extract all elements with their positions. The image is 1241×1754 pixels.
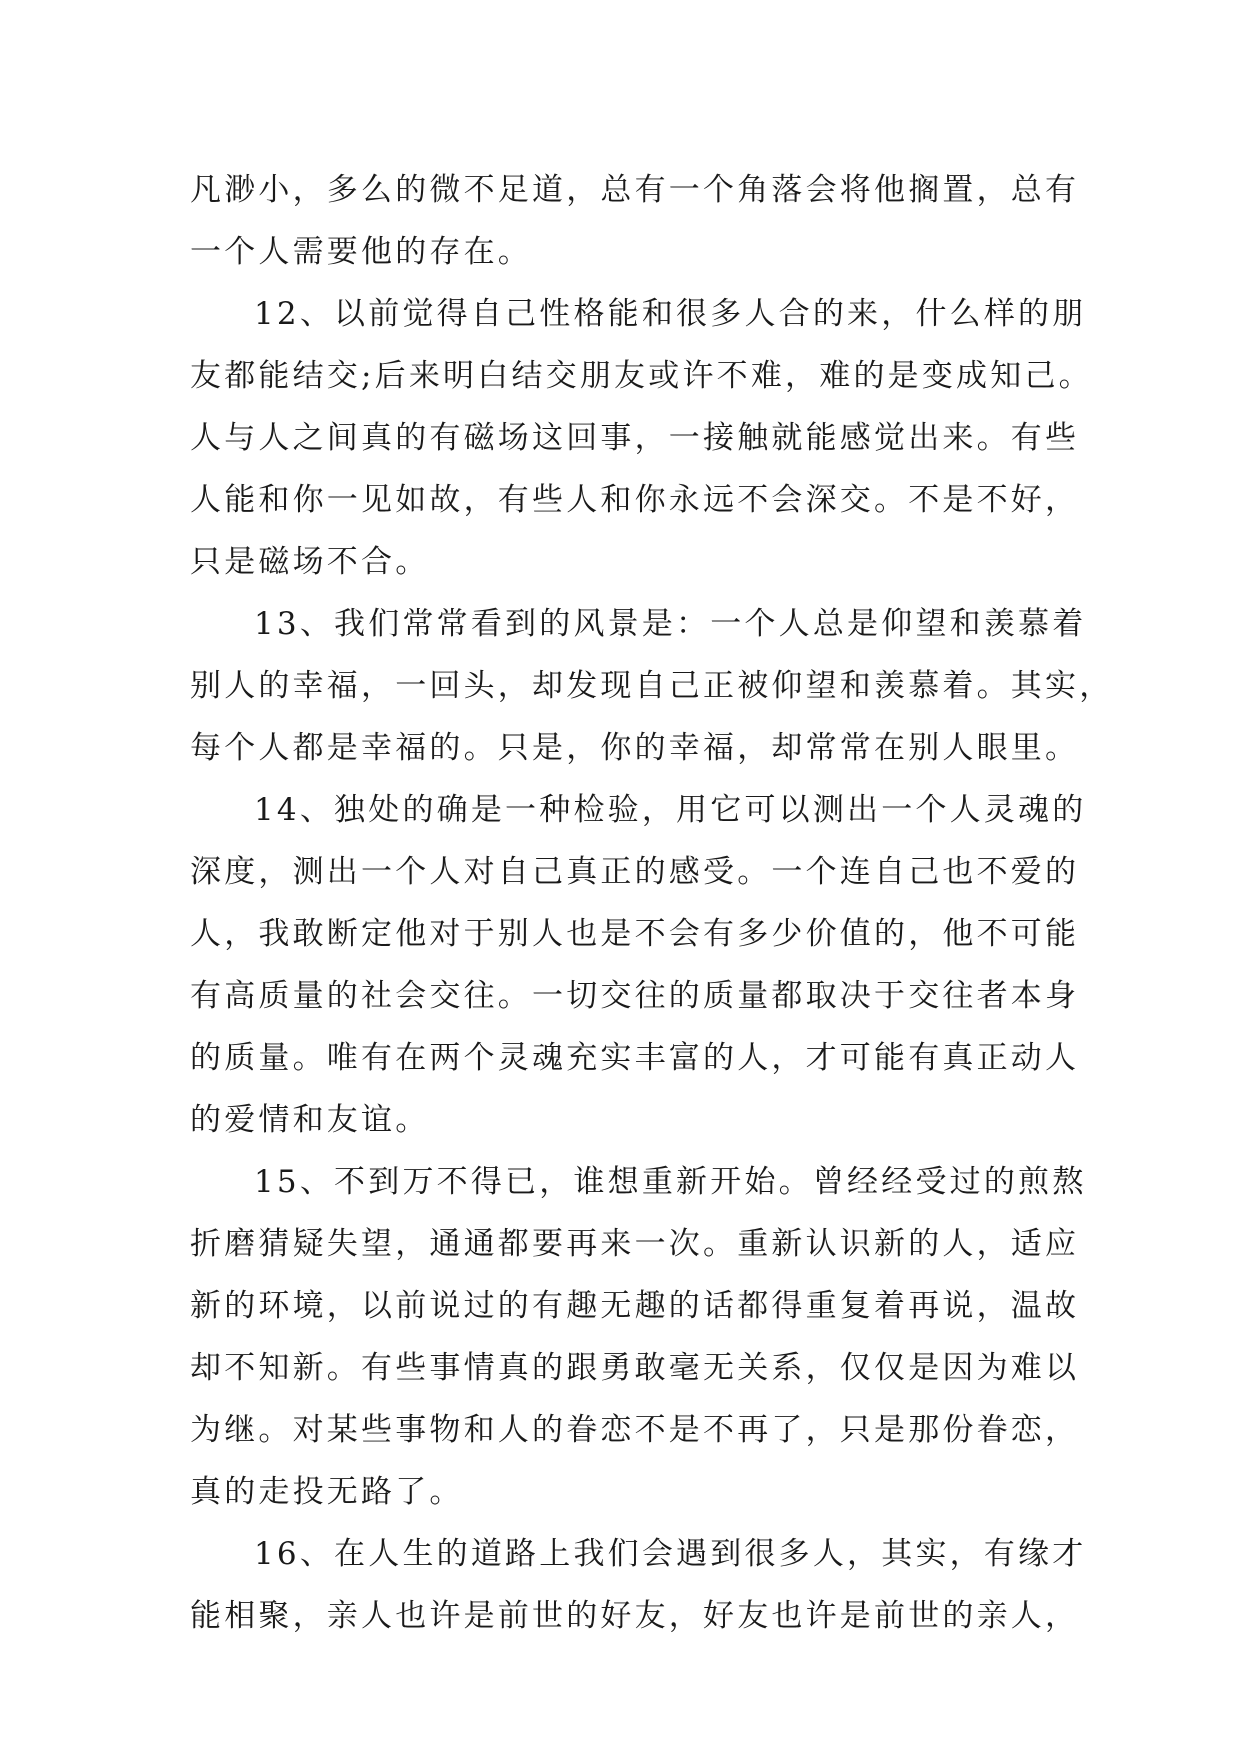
text-line: 友都能结交;后来明白结交朋友或许不难，难的是变成知己。 <box>190 358 1093 394</box>
text-line: 别人的幸福，一回头，却发现自己正被仰望和羡慕着。其实， <box>190 668 1114 704</box>
text-line: 折磨猜疑失望，通通都要再来一次。重新认识新的人，适应 <box>190 1226 1080 1262</box>
text-line: 却不知新。有些事情真的跟勇敢毫无关系，仅仅是因为难以 <box>190 1350 1080 1386</box>
paragraph-14-start: 14、独处的确是一种检验，用它可以测出一个人灵魂的 <box>254 792 1087 828</box>
text-line: 只是磁场不合。 <box>190 544 430 580</box>
text-line: 每个人都是幸福的。只是，你的幸福，却常常在别人眼里。 <box>190 730 1080 766</box>
text-line: 的质量。唯有在两个灵魂充实丰富的人，才可能有真正动人 <box>190 1040 1080 1076</box>
text-line: 新的环境，以前说过的有趣无趣的话都得重复着再说，温故 <box>190 1288 1080 1324</box>
paragraph-12-start: 12、以前觉得自己性格能和很多人合的来，什么样的朋 <box>254 296 1087 332</box>
text-line: 深度，测出一个人对自己真正的感受。一个连自己也不爱的 <box>190 854 1080 890</box>
text-line: 真的走投无路了。 <box>190 1474 464 1510</box>
text-line: 一个人需要他的存在。 <box>190 234 532 270</box>
text-line: 为继。对某些事物和人的眷恋不是不再了，只是那份眷恋， <box>190 1412 1080 1448</box>
text-line: 的爱情和友谊。 <box>190 1102 430 1138</box>
text-line: 能相聚，亲人也许是前世的好友，好友也许是前世的亲人， <box>190 1598 1080 1634</box>
text-line: 人，我敢断定他对于别人也是不会有多少价值的，他不可能 <box>190 916 1080 952</box>
text-line: 有高质量的社会交往。一切交往的质量都取决于交往者本身 <box>190 978 1080 1014</box>
document-body <box>190 159 1114 1647</box>
paragraph-16-start: 16、在人生的道路上我们会遇到很多人，其实，有缘才 <box>254 1536 1087 1572</box>
text-line: 人与人之间真的有磁场这回事，一接触就能感觉出来。有些 <box>190 420 1080 456</box>
text-line: 凡渺小，多么的微不足道，总有一个角落会将他搁置，总有 <box>190 172 1080 208</box>
text-line: 人能和你一见如故，有些人和你永远不会深交。不是不好， <box>190 482 1080 518</box>
paragraph-15-start: 15、不到万不得已，谁想重新开始。曾经经受过的煎熬 <box>254 1164 1087 1200</box>
paragraph-13-start: 13、我们常常看到的风景是：一个人总是仰望和羡慕着 <box>254 606 1087 642</box>
